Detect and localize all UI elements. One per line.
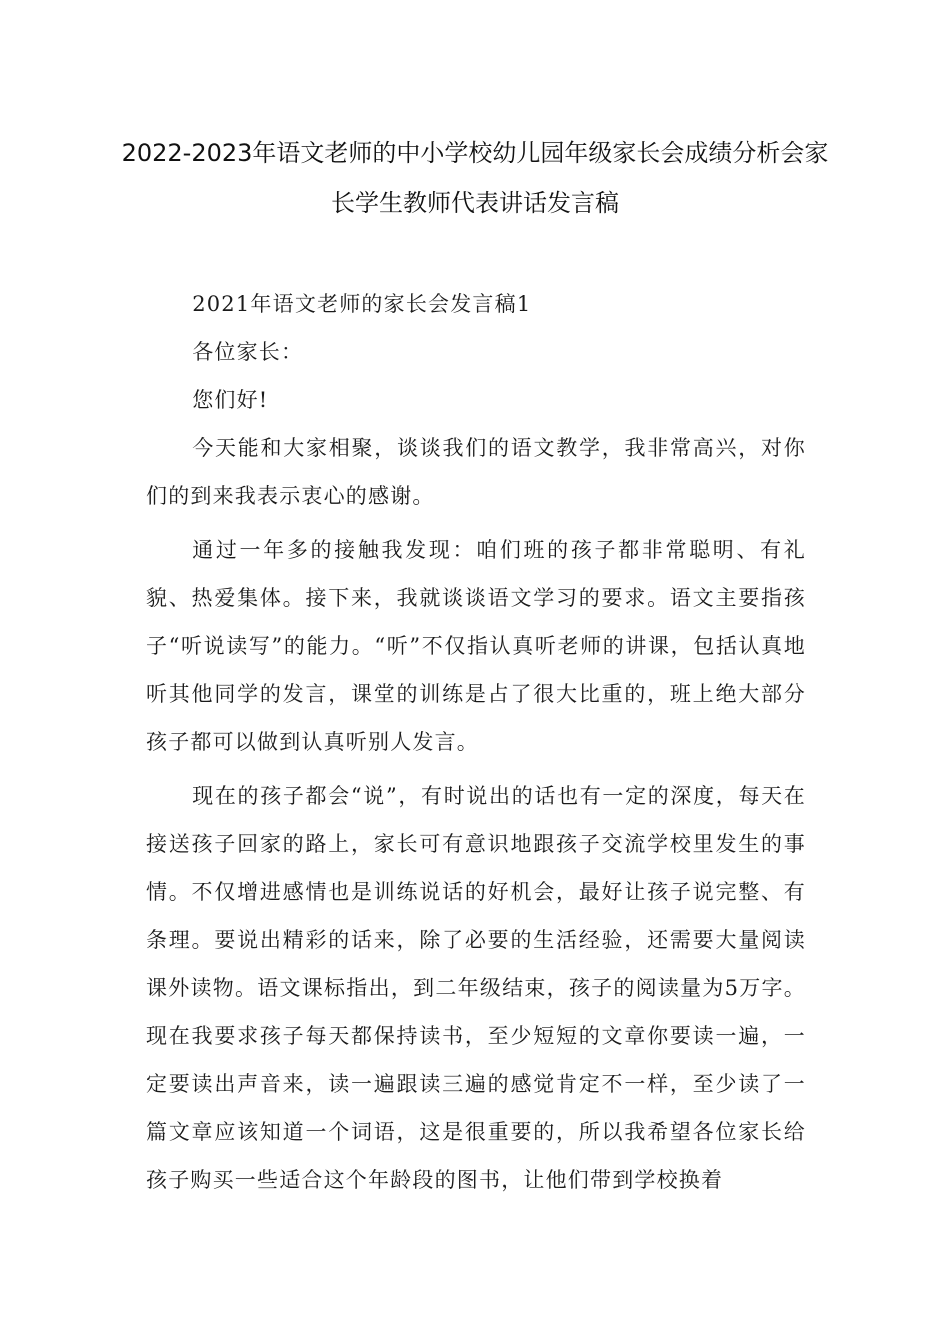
document-body [146,280,806,1204]
greeting-paragraph: 您们好! [192,388,269,412]
body-paragraph: 今天能和大家相聚，谈谈我们的语文教学，我非常高兴，对你们的到来我表示衷心的感谢。 [146,436,806,508]
title-line-1: 2022-2023年语文老师的中小学校幼儿园年级家长会成绩分析会家 [121,139,829,167]
body-paragraph: 通过一年多的接触我发现：咱们班的孩子都非常聪明、有礼貌、热爱集体。接下来，我就谈谈语文学习的要求。语文主要指孩子“听说读写”的能力。“听”不仅指认真听老师的讲课，包括认真地听其他同学的发言，课堂的训练是占了很大比重的，班上绝大部分孩子都可以做到认真听别人发言。 [146,538,806,754]
document-title [120,128,830,228]
subtitle-paragraph: 2021年语文老师的家长会发言稿1 [192,292,532,316]
body-paragraph: 现在的孩子都会“说”，有时说出的话也有一定的深度，每天在接送孩子回家的路上，家长可有意识地跟孩子交流学校里发生的事情。不仅增进感情也是训练说话的好机会，最好让孩子说完整、有条理。要说出精彩的话来，除了必要的生活经验，还需要大量阅读课外读物。语文课标指出，到二年级结束，孩子的阅读量为5万字。现在我要求孩子每天都保持读书，至少短短的文章你要读一遍，一定要读出声音来，读一遍跟读三遍的感觉肯定不一样，至少读了一篇文章应该知道一个词语，这是很重要的，所以我希望各位家长给孩子购买一些适合这个年龄段的图书，让他们带到学校换着 [146,784,806,1192]
salutation-paragraph: 各位家长： [192,340,304,364]
title-line-2: 长学生教师代表讲话发言稿 [331,189,619,217]
